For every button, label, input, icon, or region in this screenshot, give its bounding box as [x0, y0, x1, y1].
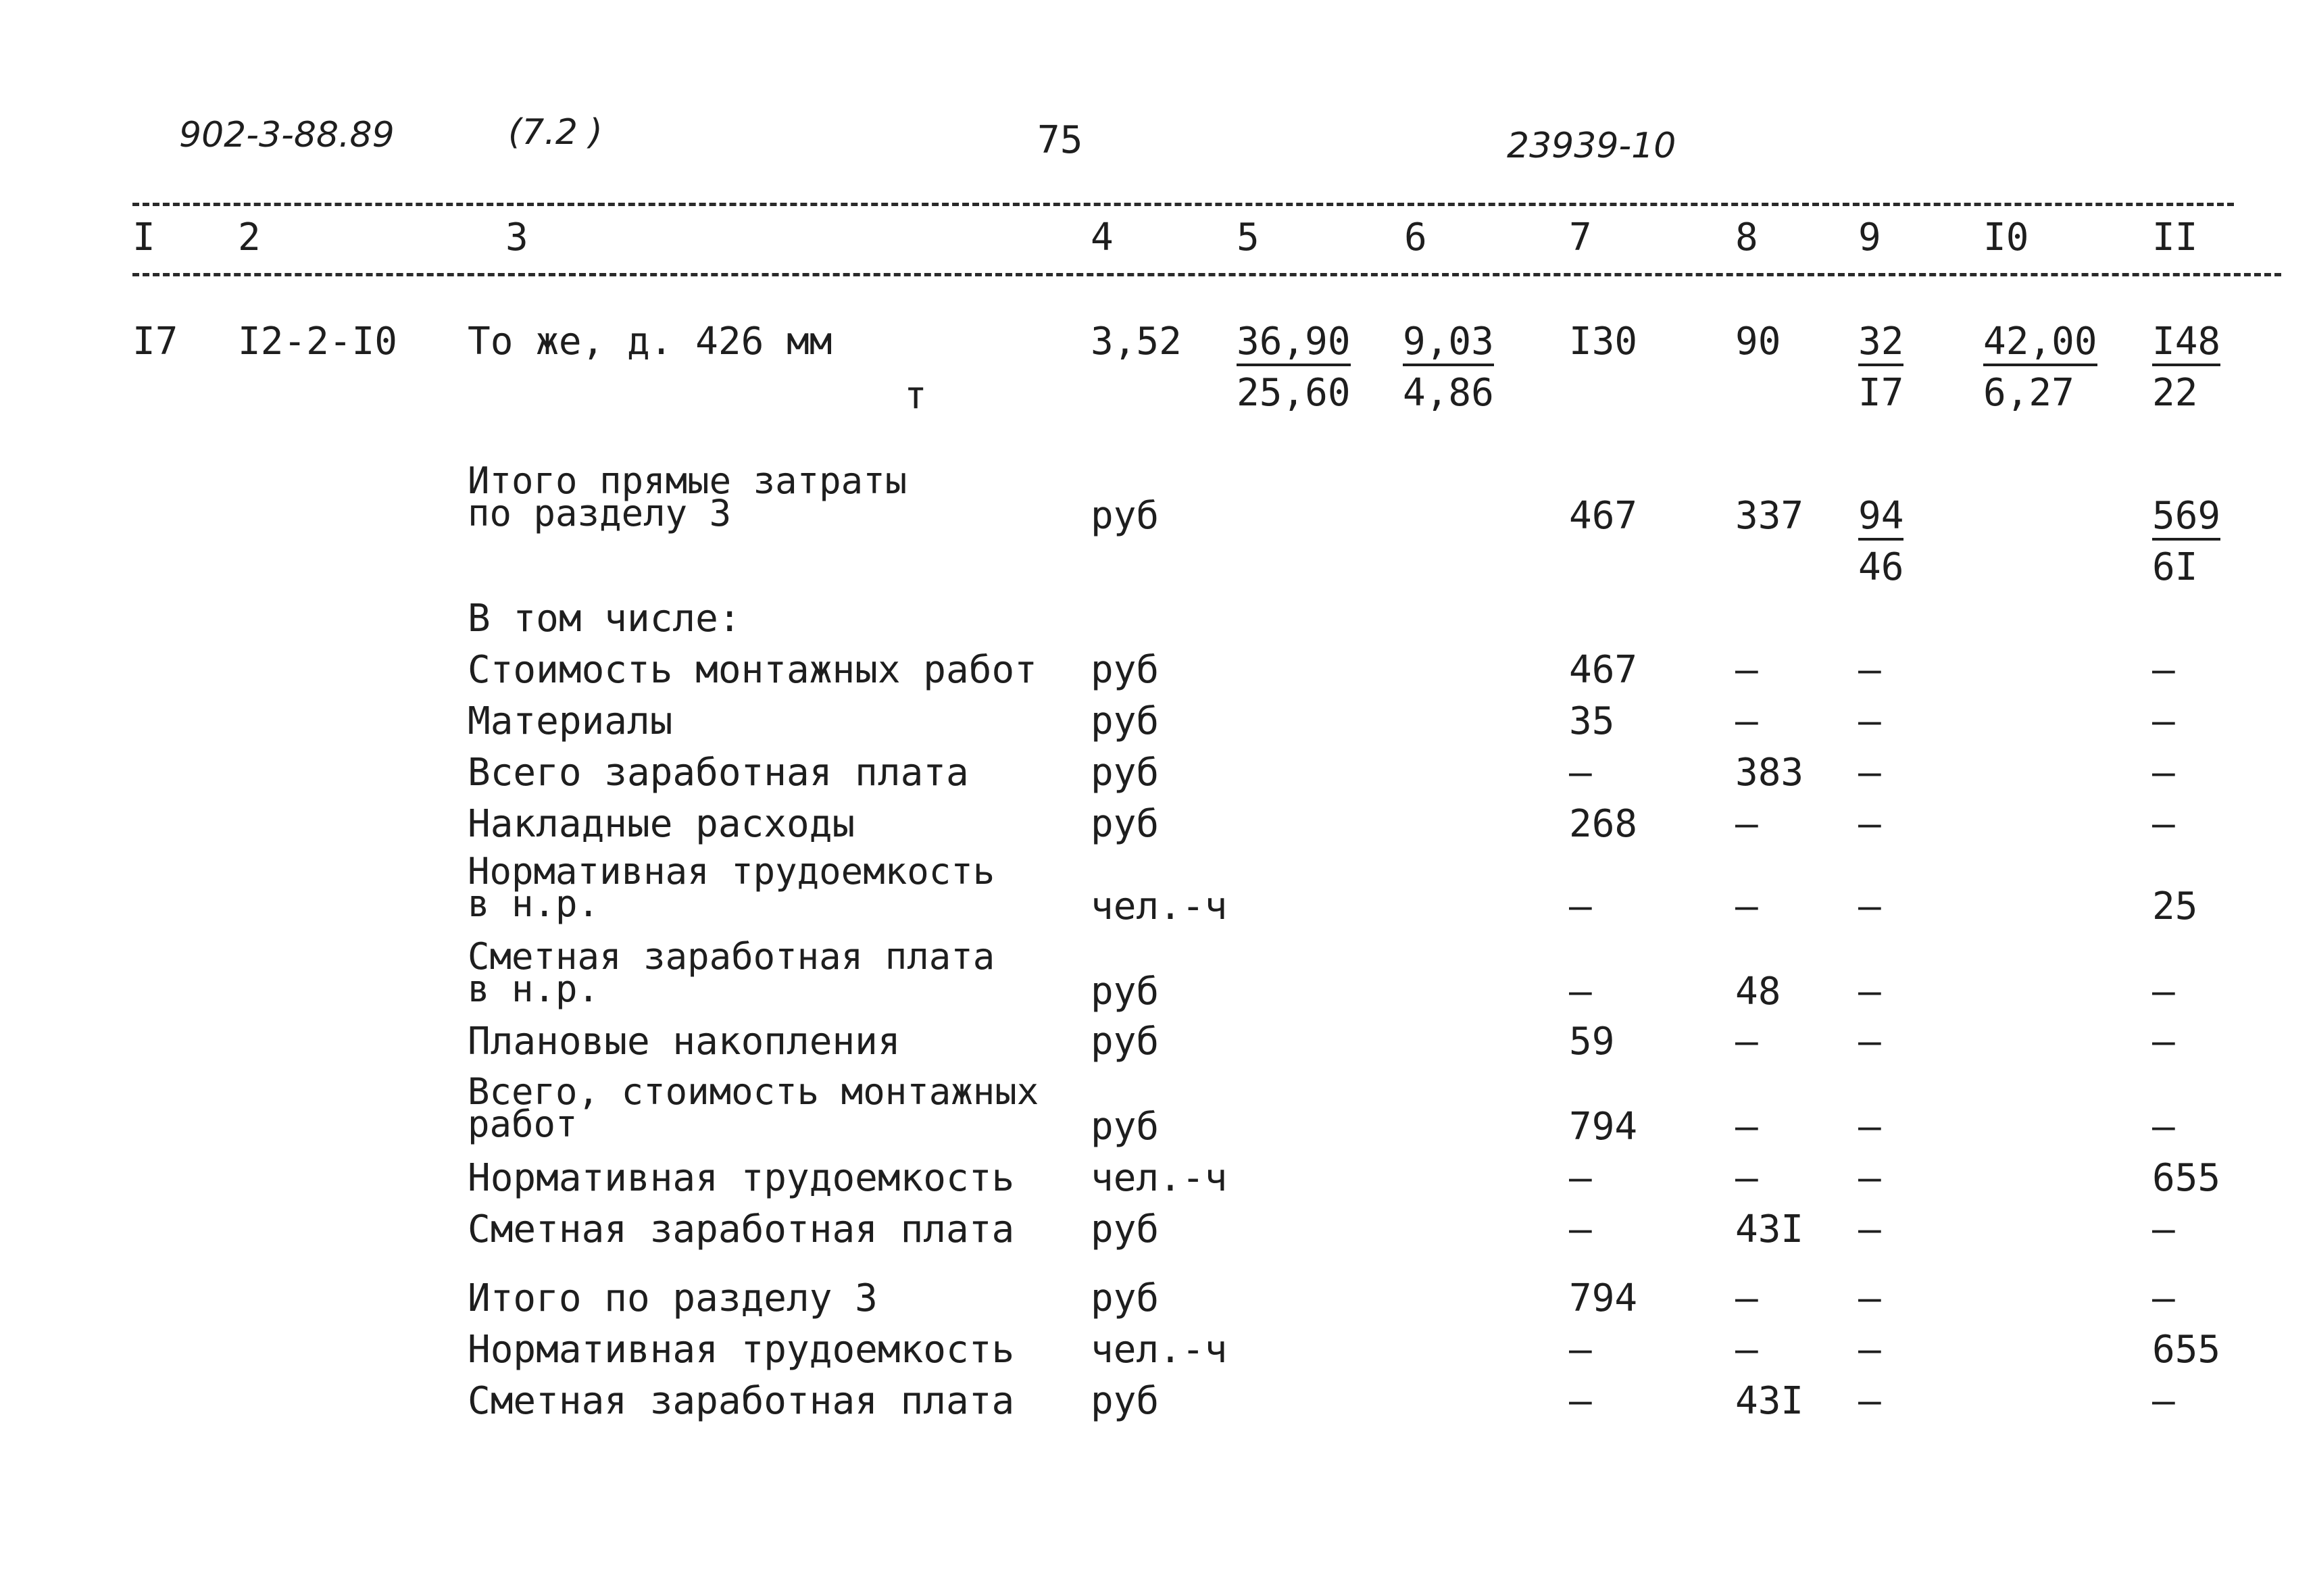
registration-number: 23939-10 — [1507, 126, 1676, 166]
top-rule — [132, 203, 2234, 206]
item-col11-bottom: 22 — [2152, 371, 2198, 415]
row-col8: 48 — [1735, 970, 1781, 1014]
item-col9-top-value: 32 — [1858, 320, 1903, 366]
row-label: Всего заработная плата — [468, 751, 969, 795]
item-quantity: 3,52 — [1091, 320, 1182, 364]
row-col11: – — [2152, 802, 2175, 846]
album-number: (7.2 ) — [508, 112, 603, 153]
row-label: Нормативная трудоемкость — [468, 1328, 1015, 1372]
item-col9-bottom: I7 — [1858, 371, 1904, 415]
header-bottom-rule — [132, 273, 2281, 276]
row-col11: – — [2152, 1105, 2175, 1149]
row-col11: – — [2152, 699, 2175, 743]
row-col9: – — [1858, 1207, 1881, 1251]
item-col10-top — [1983, 322, 2097, 362]
row-col7: – — [1569, 884, 1592, 928]
column-number: II — [2152, 216, 2198, 259]
item-col10-bottom: 6,27 — [1983, 371, 2074, 415]
row-label: Нормативная трудоемкость — [468, 1156, 1015, 1200]
row-col8: 383 — [1735, 751, 1804, 795]
row-col9: – — [1858, 884, 1881, 928]
item-col10-top-value: 42,00 — [1983, 320, 2097, 366]
row-col9: – — [1858, 751, 1881, 795]
row-unit: руб — [1091, 1020, 1160, 1064]
row-col11: – — [2152, 1020, 2175, 1064]
direct-costs-label-line1: Итого прямые затраты — [468, 459, 907, 502]
row-unit: руб — [1091, 802, 1160, 846]
direct-costs-label-line2: по разделу 3 — [468, 492, 732, 534]
row-unit: руб — [1091, 1207, 1160, 1251]
row-col7: 35 — [1569, 699, 1615, 743]
row-col11: 655 — [2152, 1328, 2221, 1372]
row-label: Накладные расходы — [468, 802, 855, 846]
row-col8: – — [1735, 648, 1758, 692]
row-col9: – — [1858, 1276, 1881, 1320]
row-col11: – — [2152, 970, 2175, 1014]
direct-costs-col11-top-value: 569 — [2152, 494, 2220, 541]
direct-costs-col11-bottom: 6I — [2152, 545, 2198, 589]
row-col11: 655 — [2152, 1156, 2221, 1200]
row-col9: – — [1858, 1105, 1881, 1149]
column-number: 5 — [1237, 216, 1260, 259]
row-col9: – — [1858, 1328, 1881, 1372]
row-col11: 25 — [2152, 884, 2198, 928]
item-sub-unit: т — [904, 374, 927, 418]
row-col9: – — [1858, 648, 1881, 692]
row-unit: руб — [1091, 1105, 1160, 1149]
row-col7: – — [1569, 1156, 1592, 1200]
row-col8: – — [1735, 802, 1758, 846]
column-number: 2 — [238, 216, 261, 259]
item-col8: 90 — [1735, 320, 1781, 364]
item-col9-top — [1858, 322, 1903, 362]
row-label-line1: Нормативная трудоемкость — [468, 850, 995, 893]
item-number: I7 — [132, 320, 178, 364]
row-unit: чел.-ч — [1091, 884, 1228, 928]
item-col6-top-value: 9,03 — [1403, 320, 1494, 366]
row-label-line1: Сметная заработная плата — [468, 935, 995, 978]
row-label: Плановые накопления — [468, 1020, 901, 1064]
row-label-line2: работ — [468, 1103, 578, 1145]
direct-costs-unit: руб — [1091, 494, 1160, 538]
row-unit: руб — [1091, 751, 1160, 795]
item-col11-top-value: I48 — [2152, 320, 2220, 366]
row-col8: 43I — [1735, 1207, 1804, 1251]
row-col9: – — [1858, 970, 1881, 1014]
column-number: 9 — [1858, 216, 1881, 259]
row-col8: – — [1735, 1020, 1758, 1064]
row-col8: – — [1735, 884, 1758, 928]
row-col9: – — [1858, 1379, 1881, 1423]
row-label-line1: Всего, стоимость монтажных — [468, 1070, 1039, 1113]
row-col9: – — [1858, 802, 1881, 846]
item-col5-bottom: 25,60 — [1237, 371, 1351, 415]
row-label: Сметная заработная плата — [468, 1379, 1015, 1423]
item-name: То же, д. 426 мм — [468, 320, 832, 364]
column-number: 8 — [1735, 216, 1758, 259]
row-col7: 59 — [1569, 1020, 1615, 1064]
column-number: 4 — [1091, 216, 1114, 259]
row-unit: руб — [1091, 1379, 1160, 1423]
row-col8: – — [1735, 1328, 1758, 1372]
direct-costs-col9-bottom: 46 — [1858, 545, 1904, 589]
row-label: Сметная заработная плата — [468, 1207, 1015, 1251]
column-number: 6 — [1404, 216, 1427, 259]
row-unit: руб — [1091, 970, 1160, 1014]
row-label-line2: в н.р. — [468, 882, 600, 925]
row-label: Стоимость монтажных работ — [468, 648, 1037, 692]
column-number: I0 — [1983, 216, 2029, 259]
row-col9: – — [1858, 1020, 1881, 1064]
page-number: 75 — [1037, 118, 1083, 162]
row-col7: 467 — [1569, 648, 1638, 692]
item-code: I2-2-I0 — [238, 320, 398, 364]
row-unit: чел.-ч — [1091, 1156, 1228, 1200]
row-col7: 794 — [1569, 1105, 1638, 1149]
item-col7: I30 — [1569, 320, 1638, 364]
column-number: I — [132, 216, 155, 259]
row-label: Итого по разделу 3 — [468, 1276, 878, 1320]
row-col7: – — [1569, 970, 1592, 1014]
document-code: 902-3-88.89 — [179, 115, 395, 155]
item-col6-top — [1403, 322, 1494, 362]
row-unit: чел.-ч — [1091, 1328, 1228, 1372]
row-col9: – — [1858, 1156, 1881, 1200]
item-col5-top — [1237, 322, 1351, 362]
including-heading: В том числе: — [468, 597, 741, 641]
row-col8: 43I — [1735, 1379, 1804, 1423]
column-number: 3 — [505, 216, 528, 259]
row-col11: – — [2152, 1276, 2175, 1320]
row-col7: – — [1569, 1328, 1592, 1372]
row-col8: – — [1735, 1105, 1758, 1149]
direct-costs-col9-top-value: 94 — [1858, 494, 1903, 541]
row-label: Материалы — [468, 699, 673, 743]
direct-costs-col7: 467 — [1569, 494, 1638, 538]
row-col11: – — [2152, 648, 2175, 692]
row-label-line2: в н.р. — [468, 968, 600, 1010]
item-col11-top — [2152, 322, 2220, 362]
direct-costs-col11-top — [2152, 496, 2220, 537]
row-col7: – — [1569, 1379, 1592, 1423]
row-col8: – — [1735, 1276, 1758, 1320]
row-unit: руб — [1091, 1276, 1160, 1320]
row-col7: – — [1569, 1207, 1592, 1251]
row-col9: – — [1858, 699, 1881, 743]
item-col5-top-value: 36,90 — [1237, 320, 1351, 366]
row-col8: – — [1735, 1156, 1758, 1200]
row-col7: 268 — [1569, 802, 1638, 846]
item-col6-bottom: 4,86 — [1403, 371, 1494, 415]
row-unit: руб — [1091, 648, 1160, 692]
row-col7: 794 — [1569, 1276, 1638, 1320]
row-unit: руб — [1091, 699, 1160, 743]
row-col8: – — [1735, 699, 1758, 743]
direct-costs-col8: 337 — [1735, 494, 1804, 538]
row-col11: – — [2152, 751, 2175, 795]
row-col7: – — [1569, 751, 1592, 795]
direct-costs-col9-top — [1858, 496, 1903, 537]
column-number: 7 — [1569, 216, 1592, 259]
row-col11: – — [2152, 1379, 2175, 1423]
row-col11: – — [2152, 1207, 2175, 1251]
